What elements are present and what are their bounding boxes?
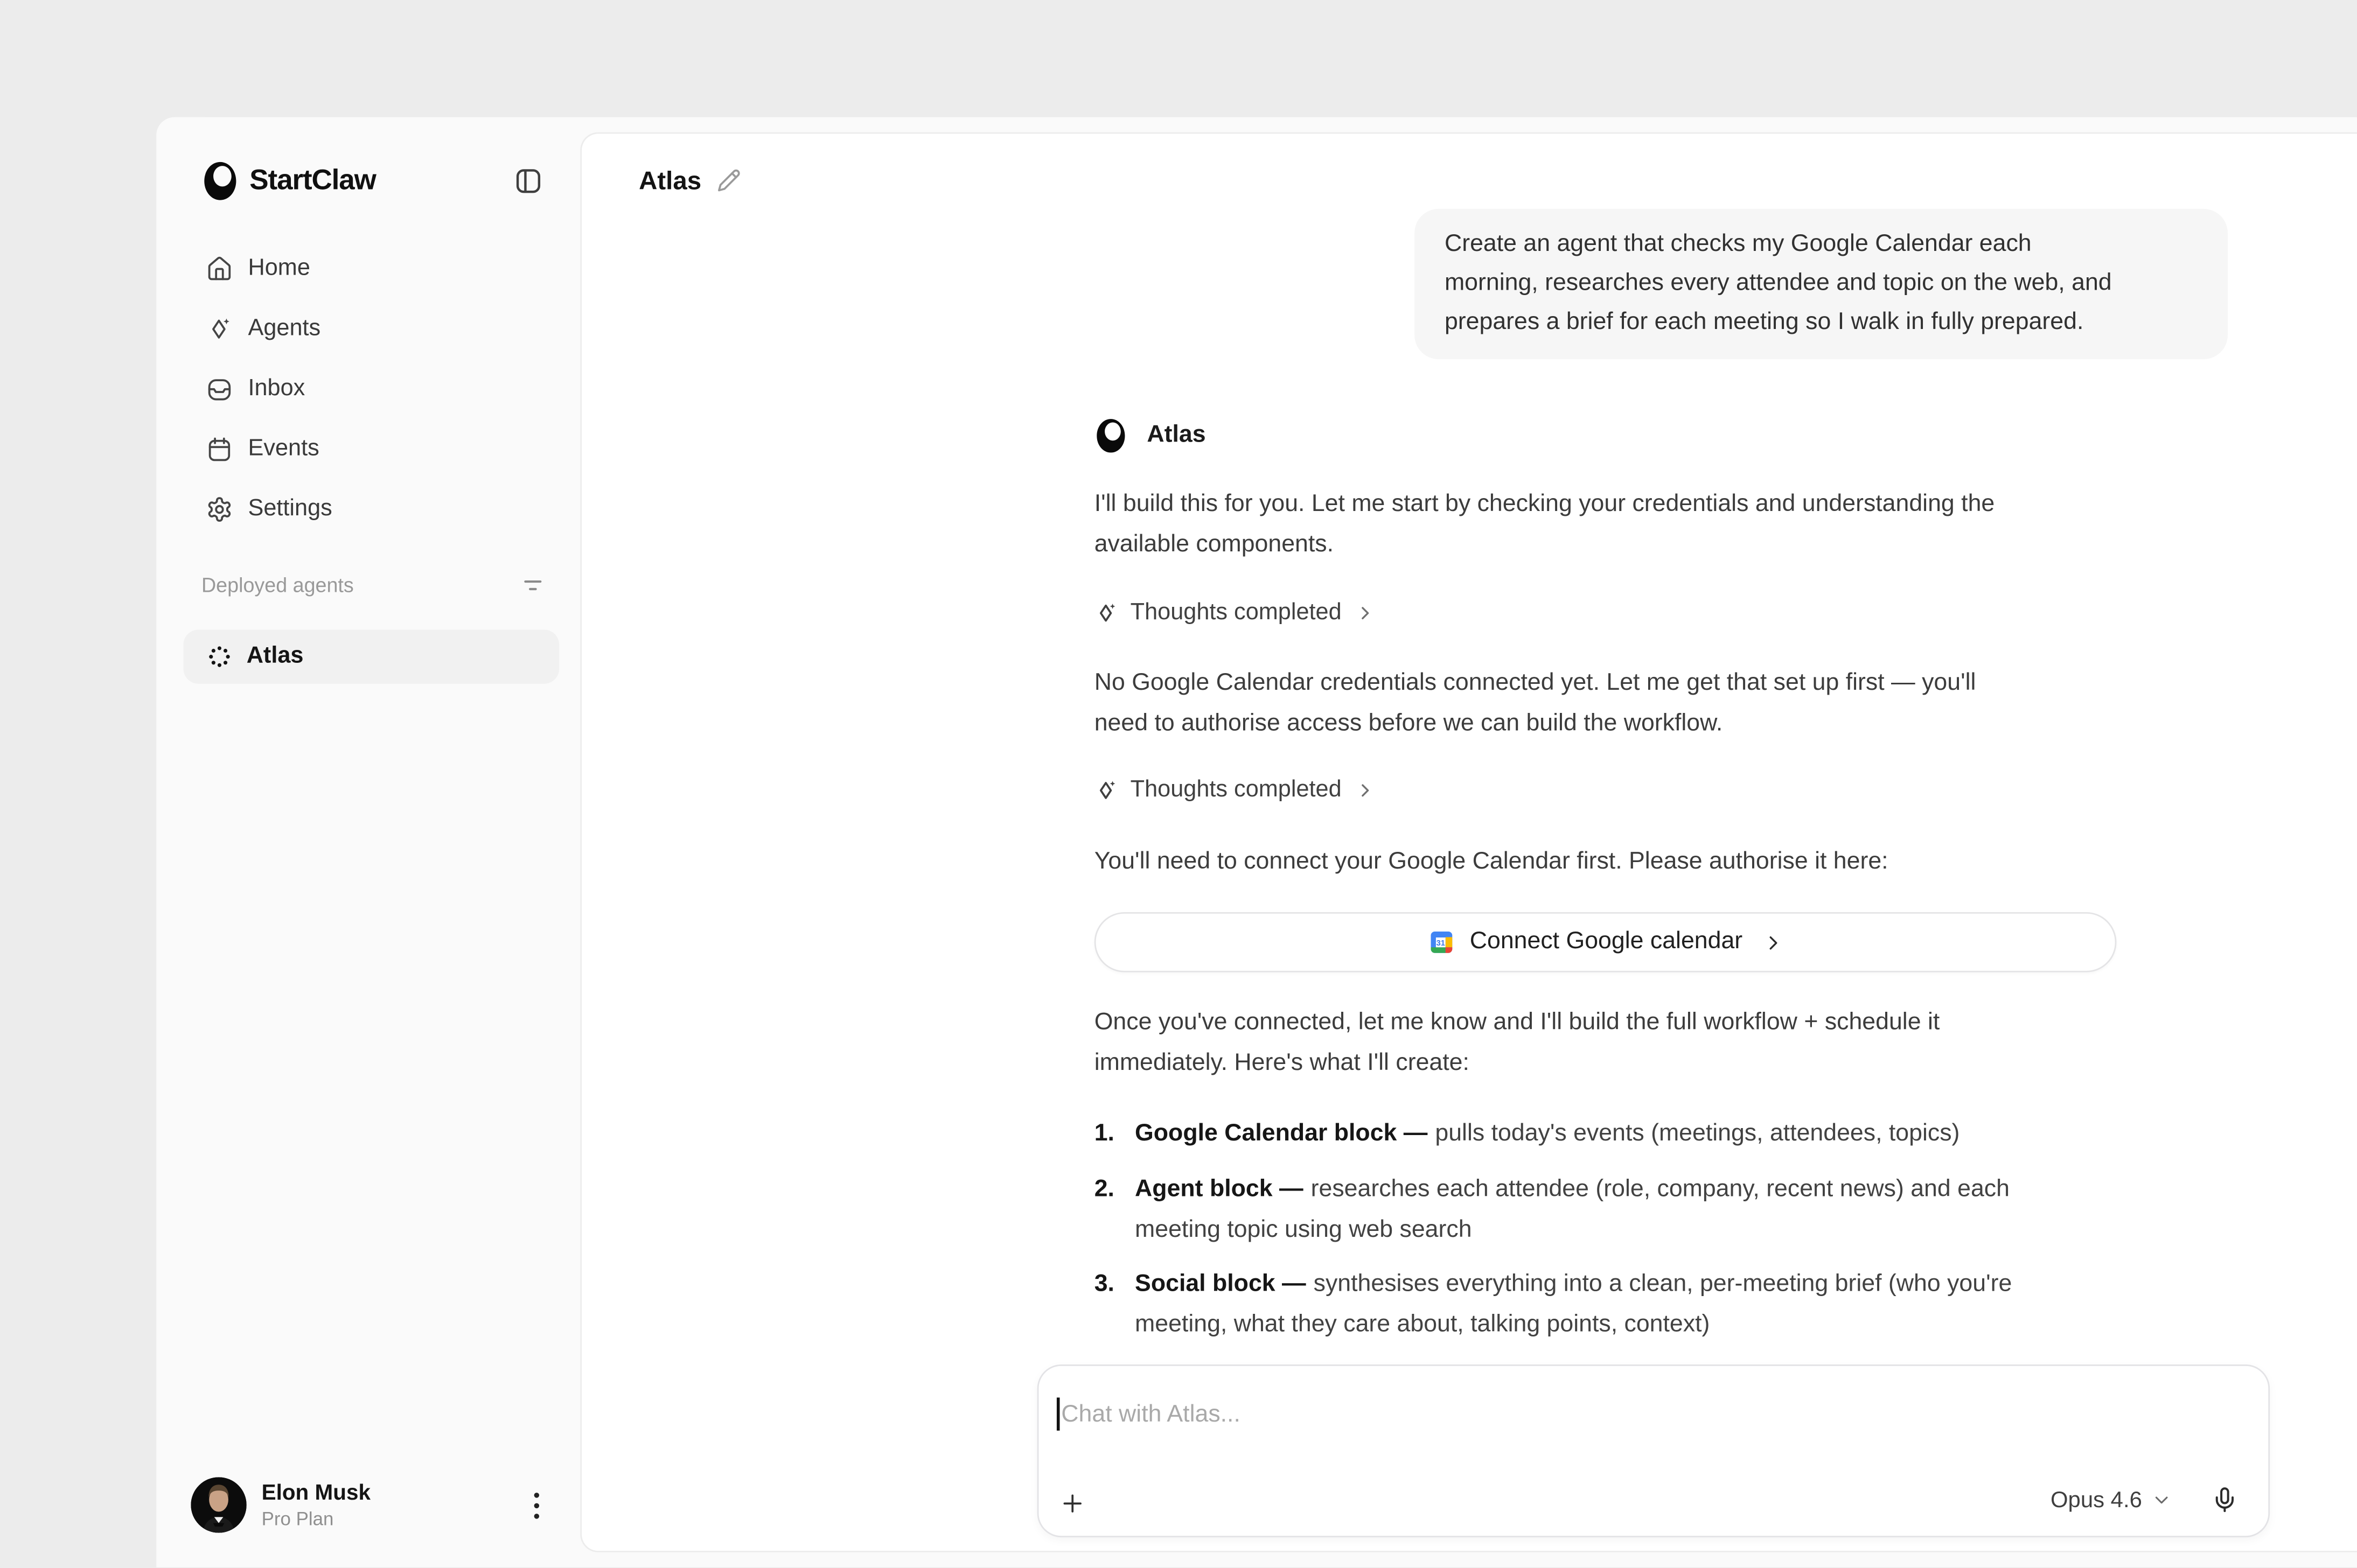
user-name: Elon Musk: [261, 1481, 371, 1505]
assistant-numbered-list: [1094, 1114, 2012, 1345]
filter-icon[interactable]: [521, 574, 544, 597]
sidebar-item-agents[interactable]: [156, 299, 580, 359]
user-message-line: morning, researches every attendee and topic on the web, and: [1444, 270, 2112, 296]
assistant-paragraph: I'll build this for you. Let me start by checking your credentials and understanding the available components.: [1094, 491, 1995, 558]
sparkle-icon: [1094, 601, 1119, 625]
agent-name: Atlas: [246, 643, 304, 669]
assistant-paragraph: Once you've connected, let me know and I'll build the full workflow + schedule it immediately. Here's what I'll create:: [1094, 1010, 1940, 1076]
app-name: StartClaw: [249, 164, 376, 197]
avatar: [191, 1477, 246, 1532]
chevron-down-icon: [2152, 1490, 2170, 1508]
model-selector[interactable]: [2051, 1487, 2171, 1512]
sidebar-toggle-icon[interactable]: [514, 167, 542, 195]
input-actions: [2051, 1486, 2239, 1513]
assistant-paragraph: You'll need to connect your Google Calendar first. Please authorise it here:: [1094, 849, 1888, 875]
sidebar-item-label: Home: [248, 255, 310, 281]
user-message-bubble: [1414, 209, 2228, 359]
sidebar-item-label: Agents: [248, 316, 321, 341]
chat-input[interactable]: [1037, 1364, 2270, 1537]
chevron-right-icon: [1763, 933, 1783, 952]
kebab-menu-icon[interactable]: [525, 1490, 549, 1521]
atlas-avatar-icon: [1094, 418, 1127, 454]
dotted-circle-icon: [206, 643, 233, 670]
gear-icon: [206, 496, 233, 523]
assistant-header: [1094, 418, 1206, 454]
chevron-right-icon: [1357, 604, 1375, 622]
thoughts-completed-row[interactable]: Thoughts completed: [1094, 600, 1375, 627]
sidebar-item-atlas[interactable]: [183, 629, 559, 683]
sidebar-item-events[interactable]: [156, 419, 580, 480]
user-plan: Pro Plan: [261, 1508, 334, 1529]
google-calendar-icon: [1428, 929, 1455, 956]
sidebar-item-home[interactable]: [156, 239, 580, 299]
microphone-icon[interactable]: [2211, 1486, 2238, 1513]
assistant-name: Atlas: [1147, 422, 1206, 448]
text-caret: [1057, 1397, 1059, 1430]
list-item: 3. Social block — synthesises everything into a clean, per-meeting brief (who you're meeting, what they care about, talking points, context): [1094, 1271, 2012, 1338]
home-icon: [206, 255, 233, 282]
chat-input-placeholder: Chat with Atlas...: [1061, 1402, 1240, 1428]
assistant-paragraph: No Google Calendar credentials connected yet. Let me get that set up first — you'll need to authorise access before we can build the workflow.: [1094, 670, 1976, 737]
app-logo: [201, 161, 376, 201]
edit-pencil-icon[interactable]: [717, 169, 741, 193]
thoughts-completed-row[interactable]: Thoughts completed: [1094, 777, 1375, 804]
chevron-right-icon: [1357, 781, 1375, 799]
sidebar-item-label: Events: [248, 436, 319, 461]
user-message-line: prepares a brief for each meeting so I walk in fully prepared.: [1444, 309, 2084, 335]
sparkle-icon: [206, 316, 233, 342]
sidebar-nav: [156, 239, 580, 540]
sidebar-item-settings[interactable]: [156, 479, 580, 540]
sidebar-item-label: Inbox: [248, 375, 305, 402]
section-label: Deployed agents: [201, 574, 354, 597]
inbox-icon: [206, 376, 233, 403]
list-item: 2. Agent block — researches each attendee (role, company, recent news) and each meeting topic using web search: [1094, 1175, 2010, 1242]
crescent-moon-icon: [201, 161, 239, 201]
svg-text:31: 31: [1436, 939, 1445, 948]
connect-google-calendar-button[interactable]: 31 Connect Google calendar: [1094, 912, 2117, 972]
calendar-icon: [206, 436, 233, 463]
deployed-agents-section: [201, 574, 544, 597]
model-name: Opus 4.6: [2051, 1487, 2142, 1513]
user-profile[interactable]: [191, 1477, 371, 1532]
sparkle-icon: [1094, 779, 1119, 803]
plus-icon[interactable]: [1060, 1490, 1085, 1516]
sidebar-item-label: Settings: [248, 495, 332, 522]
chat-title: Atlas: [639, 166, 702, 195]
list-item: 1. Google Calendar block — pulls today's events (meetings, attendees, topics): [1094, 1121, 1960, 1147]
user-message-line: Create an agent that checks my Google Calendar each: [1444, 231, 2032, 257]
sidebar-item-inbox[interactable]: [156, 359, 580, 419]
